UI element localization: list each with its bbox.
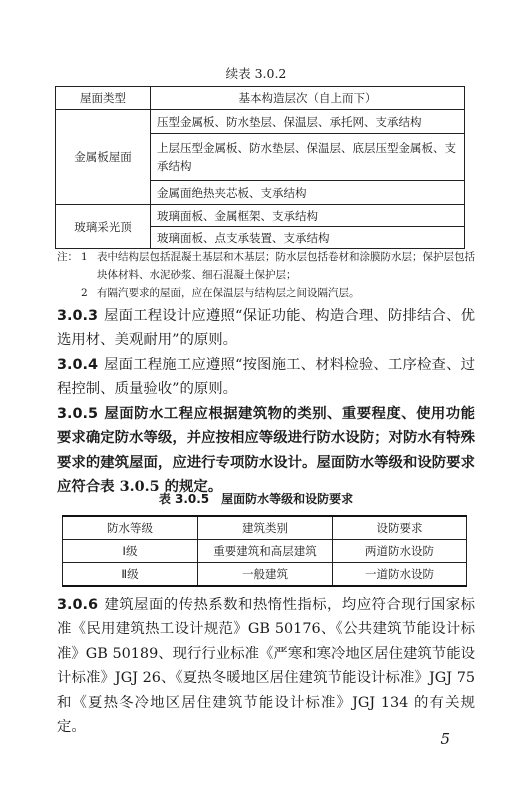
requirement-cell: 两道防水设防 — [333, 540, 467, 563]
note-number: 1 — [81, 251, 88, 263]
clause-number: 3.0.6 — [57, 597, 98, 613]
header-roof-type: 屋面类型 — [56, 87, 151, 110]
table-row — [56, 110, 465, 134]
layer-cell: 金属面绝热夹芯板、支承结构 — [151, 181, 465, 205]
layer-cell: 玻璃面板、金属框架、支承结构 — [151, 205, 465, 227]
requirement-cell: 一道防水设防 — [333, 563, 467, 587]
roof-type-metal: 金属板屋面 — [56, 110, 151, 205]
clause-306 — [57, 593, 475, 739]
clause-303 — [57, 304, 475, 353]
category-cell: 一般建筑 — [198, 563, 333, 587]
table-header-row — [56, 87, 465, 110]
clause-305 — [57, 402, 475, 500]
header-grade: 防水等级 — [63, 516, 198, 540]
clause-number: 3.0.5 — [57, 406, 98, 422]
note-prefix: 注： — [57, 251, 78, 263]
clause-text: 建筑屋面的传热系数和热惰性指标，均应符合现行国家标准《民用建筑热工设计规范》GB 50176、《公共建筑节能设计标准》GB 50189、现行行业标准《严寒和寒冷地区居住建筑节能设计标准》JGJ 26、《夏热冬暖地区居住建筑节能设计标准》JGJ 75 和《夏热冬冷地区居住建筑节能设计标准》JGJ 134 的有关规定。 — [57, 597, 475, 736]
table-caption-305: 表 3.0.5 屋面防水等级和设防要求 — [158, 492, 354, 506]
clause-text: 屋面防水工程应根据建筑物的类别、重要程度、使用功能要求确定防水等级，并应按相应等级进行防水设防；对防水有特殊要求的建筑屋面，应进行专项防水设计。屋面防水等级和设防要求应符合表 3.0.5 的规定。 — [57, 405, 475, 496]
roof-type-glass: 玻璃采光顶 — [56, 205, 151, 249]
layer-cell: 上层压型金属板、防水垫层、保温层、底层压型金属板、支承结构 — [151, 134, 465, 181]
header-layers: 基本构造层次（自上而下） — [151, 87, 465, 110]
header-requirement: 设防要求 — [333, 516, 467, 540]
waterproof-grade-table — [62, 515, 467, 587]
clause-number: 3.0.4 — [57, 357, 98, 373]
note-text: 表中结构层包括混凝土基层和木基层；防水层包括卷材和涂膜防水层；保护层包括块体材料、水泥砂浆、细石混凝土保护层； — [97, 251, 475, 281]
layer-cell: 压型金属板、防水垫层、保温层、承托网、支承结构 — [151, 110, 465, 134]
table-notes — [57, 248, 475, 302]
clause-304 — [57, 353, 475, 402]
clause-text: 屋面工程施工应遵照“按图施工、材料检验、工序检查、过程控制、质量验收”的原则。 — [57, 357, 475, 398]
note-text: 有隔汽要求的屋面，应在保温层与结构层之间设隔汽层。 — [97, 287, 360, 299]
table-caption-302: 续表 3.0.2 — [225, 66, 287, 81]
table-row — [63, 540, 467, 563]
table-row — [56, 205, 465, 227]
table-row — [63, 563, 467, 587]
roof-structure-table — [55, 86, 465, 249]
grade-cell: Ⅰ级 — [63, 540, 198, 563]
clause-number: 3.0.3 — [57, 308, 98, 324]
clause-text: 屋面工程设计应遵照“保证功能、构造合理、防排结合、优选用材、美观耐用”的原则。 — [57, 308, 475, 349]
grade-cell: Ⅱ级 — [63, 563, 198, 587]
header-category: 建筑类别 — [198, 516, 333, 540]
layer-cell: 玻璃面板、点支承装置、支承结构 — [151, 227, 465, 249]
note-number: 2 — [81, 287, 88, 299]
page-number: 5 — [440, 730, 450, 748]
category-cell: 重要建筑和高层建筑 — [198, 540, 333, 563]
table-header-row — [63, 516, 467, 540]
